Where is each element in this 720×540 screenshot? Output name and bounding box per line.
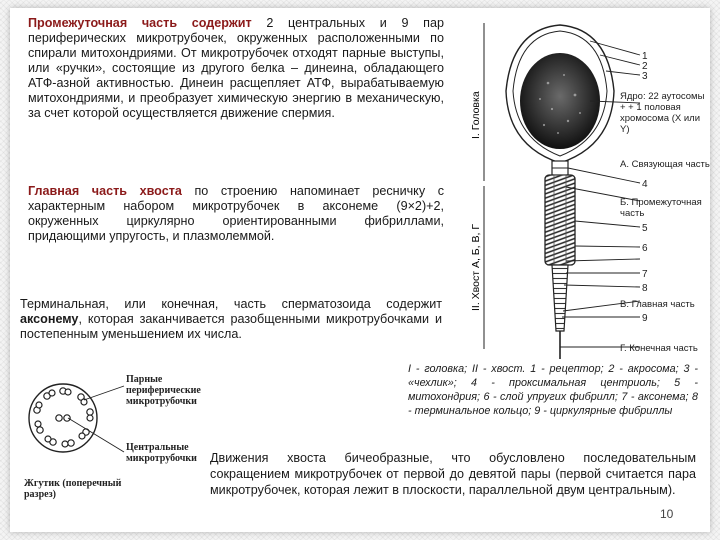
label-peripheral-microtubules: Парные периферические микротрубочки bbox=[126, 374, 201, 407]
page-number: 10 bbox=[660, 507, 674, 521]
paragraph-end-bold: аксонему bbox=[20, 312, 79, 326]
paragraph-midpiece-lead: Промежуточная часть содержит bbox=[28, 16, 252, 30]
label-9: 9 bbox=[642, 313, 648, 324]
label-4: 4 bbox=[642, 179, 648, 190]
label-part-v: В. Главная часть bbox=[620, 299, 695, 310]
paragraph-end-piece bbox=[20, 297, 442, 342]
principal-piece bbox=[552, 265, 568, 331]
sperm-diagram bbox=[460, 11, 710, 361]
label-part-g: Г. Конечная часть bbox=[620, 343, 698, 354]
label-8: 8 bbox=[642, 283, 648, 294]
label-2: 2 bbox=[642, 61, 648, 72]
midpiece bbox=[545, 175, 575, 265]
head-label: I. Головка bbox=[470, 91, 482, 139]
flagellum-cross-section bbox=[18, 360, 208, 525]
paragraph-principal-lead: Главная часть хвоста bbox=[28, 184, 182, 198]
paragraph-movement: Движения хвоста бичеобразные, что обусловлено последовательным сокращением микротрубочек от первой до девятой пары (первой считается пара микротрубочек, которая лежит в плоскости, параллельной двум центральным). bbox=[210, 451, 696, 497]
label-part-a: А. Связующая часть bbox=[620, 159, 710, 170]
paragraph-end-before: Терминальная, или конечная, часть сперматозоида содержит bbox=[20, 297, 442, 311]
label-6: 6 bbox=[642, 243, 648, 254]
figure-caption: I - головка; II - хвост. 1 - рецептор; 2 - акросома; 3 - «чехлик»; 4 - проксимальная центриоль; 5 - митохондрия; 6 - слой упругих фибрилл; 7 - аксонема; 8 - терминальное кольцо; 9 - циркулярные фибриллы bbox=[408, 363, 698, 417]
paragraph-midpiece bbox=[28, 16, 444, 121]
nucleus bbox=[520, 53, 600, 149]
paragraph-principal-text: по строению напоминает ресничку с характерным набором микротрубочек в аксонеме (9×2)+2, окруженных циркулярно ориентированными фибриллами, придающими упругость, и плазмолеммой. bbox=[28, 184, 444, 243]
paragraph-principal-piece bbox=[28, 184, 444, 244]
paragraph-midpiece-text: 2 центральных и 9 пар периферических микротрубочек, окруженных расположенными по спирали митохондриями. От микротрубочек отходят парные выступы, или «ручки», состоящие из другого белка – динеина, обладающего АТФ-азной активностью. Динеин расщепляет АТФ, вырабатываемую митохондриями, и преобразует химическую энергию в механическую, за счет которой осуществляется движение спермия. bbox=[28, 16, 444, 120]
paragraph-end-after: , которая заканчивается разобщенными микротрубочками и постепенным уменьшением их числа. bbox=[20, 312, 442, 341]
label-3: 3 bbox=[642, 71, 648, 82]
label-7: 7 bbox=[642, 269, 648, 280]
label-central-microtubules: Центральные микротрубочки bbox=[126, 442, 197, 464]
label-1: 1 bbox=[642, 51, 648, 62]
label-part-b: Б. Промежуточная часть bbox=[620, 197, 702, 219]
label-5: 5 bbox=[642, 223, 648, 234]
label-nucleus: Ядро: 22 аутосомы + + 1 половая хромосома (X или Y) bbox=[620, 91, 705, 135]
label-flagellum-section: Жгутик (поперечный разрез) bbox=[24, 478, 122, 500]
tail-label: II. Хвост А, Б, В, Г bbox=[470, 223, 482, 311]
slide bbox=[10, 8, 710, 532]
